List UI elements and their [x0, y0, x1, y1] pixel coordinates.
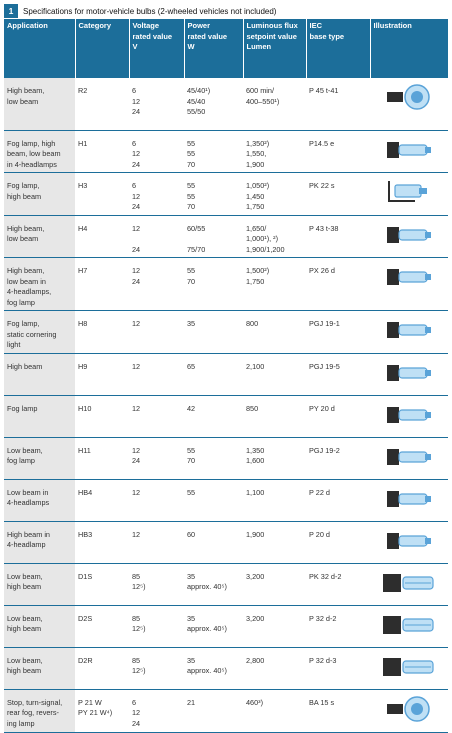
illustration-cell	[370, 130, 448, 173]
illustration-cell	[370, 689, 448, 732]
voltage-cell: 85 12⁵)	[129, 647, 184, 689]
table-row	[4, 563, 448, 605]
flux-cell: 2,100	[243, 353, 306, 395]
h9-bulb-icon	[379, 358, 439, 388]
table-row	[4, 173, 448, 216]
category-cell: H9	[75, 353, 129, 395]
illustration-cell	[370, 563, 448, 605]
application-cell: Fog lamp, static cornering light	[4, 311, 75, 354]
application-cell: High beam, low beam in 4-headlamps, fog lamp	[4, 258, 75, 311]
base-type-cell: P 43 t-38	[306, 215, 370, 258]
category-cell: R2	[75, 78, 129, 130]
category-cell: H7	[75, 258, 129, 311]
flux-cell: 2,800	[243, 647, 306, 689]
base-type-cell: P 32 d-2	[306, 605, 370, 647]
base-type-cell: PX 26 d	[306, 258, 370, 311]
base-type-cell: P 22 d	[306, 479, 370, 521]
bulb-spec-table	[4, 19, 449, 733]
hb3-bulb-icon	[379, 526, 439, 556]
table-row	[4, 258, 448, 311]
voltage-cell: 12	[129, 479, 184, 521]
voltage-cell: 6 12 24	[129, 130, 184, 173]
power-cell: 42	[184, 395, 243, 437]
p21w-bulb-icon	[379, 694, 439, 724]
application-cell: High beam in 4-headlamp	[4, 521, 75, 563]
application-cell: Stop, turn-signal, rear fog, revers- ing lamp	[4, 689, 75, 732]
category-cell: H4	[75, 215, 129, 258]
flux-cell: 1,350²) 1,550, 1,900	[243, 130, 306, 173]
base-type-cell: P 20 d	[306, 521, 370, 563]
table-row	[4, 479, 448, 521]
category-cell: H8	[75, 311, 129, 354]
header-row	[4, 19, 448, 78]
application-cell: Fog lamp	[4, 395, 75, 437]
category-cell: HB4	[75, 479, 129, 521]
category-cell: D2S	[75, 605, 129, 647]
voltage-cell: 12	[129, 395, 184, 437]
illustration-cell	[370, 395, 448, 437]
h3-bulb-icon	[379, 177, 439, 207]
table-row	[4, 647, 448, 689]
flux-cell: 3,200	[243, 563, 306, 605]
illustration-cell	[370, 311, 448, 354]
category-cell: P 21 W PY 21 W⁴)	[75, 689, 129, 732]
voltage-cell: 12	[129, 353, 184, 395]
table-row	[4, 130, 448, 173]
flux-cell: 1,500²) 1,750	[243, 258, 306, 311]
illustration-cell	[370, 78, 448, 130]
category-cell: H10	[75, 395, 129, 437]
table-row	[4, 521, 448, 563]
illustration-cell	[370, 647, 448, 689]
table-number: 1	[4, 4, 18, 18]
flux-cell: 600 min/ 400–550¹)	[243, 78, 306, 130]
header-illustration: Illustration	[370, 19, 448, 78]
flux-cell: 850	[243, 395, 306, 437]
power-cell: 60/55 75/70	[184, 215, 243, 258]
voltage-cell: 12 24	[129, 215, 184, 258]
flux-cell: 1,900	[243, 521, 306, 563]
category-cell: D1S	[75, 563, 129, 605]
category-cell: H11	[75, 437, 129, 479]
base-type-cell: P 45 t-41	[306, 78, 370, 130]
table-title: Specifications for motor-vehicle bulbs (2-wheeled vehicles not included)	[23, 6, 277, 16]
header-application: Application	[4, 19, 75, 78]
table-row	[4, 215, 448, 258]
base-type-cell: BA 15 s	[306, 689, 370, 732]
voltage-cell: 6 12 24	[129, 689, 184, 732]
r2-bulb-icon	[379, 82, 439, 112]
h1-bulb-icon	[379, 135, 439, 165]
table-row	[4, 395, 448, 437]
illustration-cell	[370, 258, 448, 311]
header-flux: Luminous flux setpoint value Lumen	[243, 19, 306, 78]
illustration-cell	[370, 479, 448, 521]
illustration-cell	[370, 173, 448, 216]
table-row	[4, 311, 448, 354]
d2s-bulb-icon	[379, 610, 439, 640]
application-cell: High beam, low beam	[4, 78, 75, 130]
h8-bulb-icon	[379, 315, 439, 345]
voltage-cell: 85 12⁵)	[129, 563, 184, 605]
category-cell: H3	[75, 173, 129, 216]
application-cell: Low beam in 4-headlamps	[4, 479, 75, 521]
application-cell: Low beam, high beam	[4, 647, 75, 689]
hb4-bulb-icon	[379, 484, 439, 514]
power-cell: 60	[184, 521, 243, 563]
category-cell: H1	[75, 130, 129, 173]
power-cell: 45/40¹) 45/40 55/50	[184, 78, 243, 130]
application-cell: Fog lamp, high beam	[4, 173, 75, 216]
category-cell: HB3	[75, 521, 129, 563]
voltage-cell: 6 12 24	[129, 173, 184, 216]
illustration-cell	[370, 437, 448, 479]
base-type-cell: PK 32 d-2	[306, 563, 370, 605]
power-cell: 35 approx. 40⁵)	[184, 605, 243, 647]
application-cell: Fog lamp, high beam, low beam in 4-headlamps	[4, 130, 75, 173]
table-row	[4, 78, 448, 130]
base-type-cell: PY 20 d	[306, 395, 370, 437]
flux-cell: 1,350 1,600	[243, 437, 306, 479]
power-cell: 55 70	[184, 258, 243, 311]
application-cell: High beam, low beam	[4, 215, 75, 258]
illustration-cell	[370, 215, 448, 258]
header-category: Category	[75, 19, 129, 78]
header-power: Power rated value W	[184, 19, 243, 78]
base-type-cell: P14.5 e	[306, 130, 370, 173]
power-cell: 35 approx. 40⁵)	[184, 647, 243, 689]
power-cell: 55 70	[184, 437, 243, 479]
flux-cell: 3,200	[243, 605, 306, 647]
d2r-bulb-icon	[379, 652, 439, 682]
power-cell: 55 55 70	[184, 173, 243, 216]
h7-bulb-icon	[379, 262, 439, 292]
flux-cell: 1,050²) 1,450 1,750	[243, 173, 306, 216]
voltage-cell: 85 12⁵)	[129, 605, 184, 647]
application-cell: Low beam, high beam	[4, 563, 75, 605]
flux-cell: 1,100	[243, 479, 306, 521]
h10-bulb-icon	[379, 400, 439, 430]
base-type-cell: P 32 d-3	[306, 647, 370, 689]
illustration-cell	[370, 353, 448, 395]
table-row	[4, 689, 448, 732]
voltage-cell: 12	[129, 311, 184, 354]
power-cell: 21	[184, 689, 243, 732]
application-cell: High beam	[4, 353, 75, 395]
category-cell: D2R	[75, 647, 129, 689]
base-type-cell: PK 22 s	[306, 173, 370, 216]
power-cell: 65	[184, 353, 243, 395]
voltage-cell: 12 24	[129, 258, 184, 311]
table-row	[4, 437, 448, 479]
voltage-cell: 12 24	[129, 437, 184, 479]
power-cell: 35	[184, 311, 243, 354]
illustration-cell	[370, 605, 448, 647]
base-type-cell: PGJ 19-5	[306, 353, 370, 395]
illustration-cell	[370, 521, 448, 563]
base-type-cell: PGJ 19-2	[306, 437, 370, 479]
base-type-cell: PGJ 19-1	[306, 311, 370, 354]
power-cell: 55 55 70	[184, 130, 243, 173]
flux-cell: 1,650/ 1,000¹), ²) 1,900/1,200	[243, 215, 306, 258]
table-caption	[4, 3, 448, 19]
application-cell: Low beam, high beam	[4, 605, 75, 647]
application-cell: Low beam, fog lamp	[4, 437, 75, 479]
table-row	[4, 353, 448, 395]
voltage-cell: 6 12 24	[129, 78, 184, 130]
flux-cell: 460³)	[243, 689, 306, 732]
header-base: IEC base type	[306, 19, 370, 78]
header-voltage: Voltage rated value V	[129, 19, 184, 78]
h11-bulb-icon	[379, 442, 439, 472]
flux-cell: 800	[243, 311, 306, 354]
d1s-bulb-icon	[379, 568, 439, 598]
table-row	[4, 605, 448, 647]
power-cell: 55	[184, 479, 243, 521]
power-cell: 35 approx. 40⁵)	[184, 563, 243, 605]
h4-bulb-icon	[379, 220, 439, 250]
voltage-cell: 12	[129, 521, 184, 563]
